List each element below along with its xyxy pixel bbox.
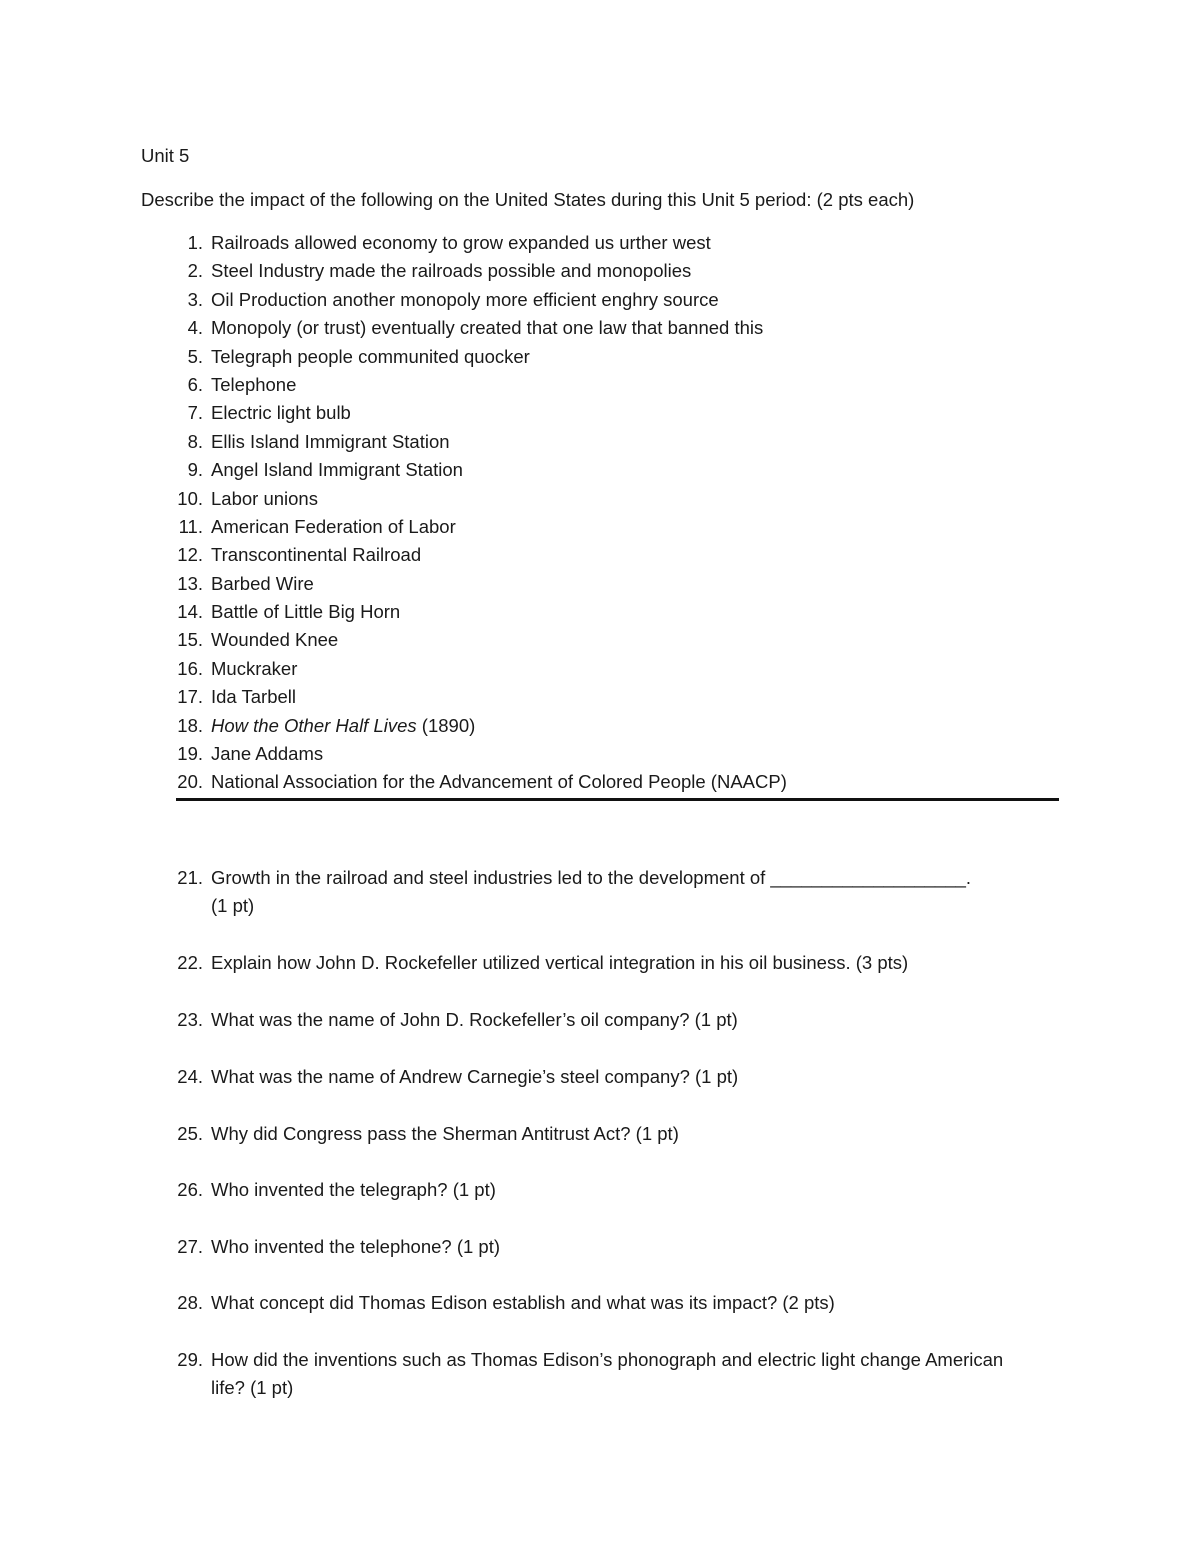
item-text [211,712,475,740]
question-text: Why did Congress pass the Sherman Antitrust Act? (1 pt) [211,1123,679,1144]
item-number: 3. [187,288,203,310]
item-number: 13. [177,572,203,594]
question-item [141,1006,1061,1063]
item-text: Battle of Little Big Horn [211,601,401,623]
item-text: Jane Addams [211,743,324,765]
item-number: 7. [187,402,203,424]
list-item [141,229,1061,257]
item-text: Electric light bulb [211,402,351,424]
question-number: 26. [177,1179,203,1200]
list-item [141,371,1061,399]
book-year: (1890) [416,714,476,736]
book-title: How the Other Half Lives [211,714,417,736]
list-item [141,456,1061,484]
item-text: National Association for the Advancement of Colored People (NAACP) [211,771,787,793]
question-text: What was the name of John D. Rockefeller’s oil company? (1 pt) [211,1009,738,1030]
question-text: Who invented the telephone? (1 pt) [211,1236,500,1257]
item-number: 20. [177,771,203,793]
question-text: What concept did Thomas Edison establish and what was its impact? (2 pts) [211,1292,835,1313]
item-number: 15. [177,629,203,651]
question-number: 28. [177,1292,203,1313]
question-item [141,1346,1061,1402]
question-text: Growth in the railroad and steel industries led to the development of ___________________. [211,867,972,888]
question-item [141,949,1061,1006]
list-item [141,513,1061,541]
list-item [141,314,1061,342]
list-item [141,428,1061,456]
item-number: 11. [178,515,203,537]
question-number: 25. [177,1123,203,1144]
question-number: 27. [177,1236,203,1257]
list-item [141,655,1061,683]
question-number: 21. [177,867,203,888]
question-text: Who invented the telegraph? (1 pt) [211,1179,496,1200]
question-item [141,864,1061,949]
list-item [141,286,1061,314]
item-text: Barbed Wire [211,572,314,594]
item-number: 14. [177,601,203,623]
item-number: 4. [187,317,203,339]
item-text: Wounded Knee [211,629,339,651]
item-number: 5. [187,345,203,367]
instructions-text: Describe the impact of the following on the United States during this Unit 5 period: (2 pts each) [141,189,915,210]
item-text: Muckraker [211,657,298,679]
question-item [141,1063,1061,1120]
list-item [141,257,1061,285]
question-text: How did the inventions such as Thomas Edison’s phonograph and electric light change American [211,1349,1004,1370]
question-text: What was the name of Andrew Carnegie’s steel company? (1 pt) [211,1066,739,1087]
item-number: 9. [187,459,203,481]
list-item [141,541,1061,569]
section-divider [176,798,1059,801]
item-text: American Federation of Labor [211,515,456,537]
item-text: Ellis Island Immigrant Station [211,430,450,452]
item-text: Steel Industry made the railroads possible and monopolies [211,260,692,282]
item-text: Telegraph people communited quocker [211,345,530,367]
item-number: 8. [187,430,203,452]
item-number: 16. [177,657,203,679]
list-item [141,683,1061,711]
list-item [141,399,1061,427]
item-number: 2. [187,260,203,282]
item-number: 19. [177,743,203,765]
item-number: 10. [177,487,203,509]
item-text: Transcontinental Railroad [211,544,422,566]
item-number: 12. [177,544,203,566]
question-text-line2: (1 pt) [211,895,255,916]
item-text: Angel Island Immigrant Station [211,459,463,481]
question-text: Explain how John D. Rockefeller utilized vertical integration in his oil business. (3 pts) [211,952,909,973]
list-item [141,598,1061,626]
list-item [141,712,1061,740]
question-item [141,1233,1061,1289]
question-list [141,864,1061,1402]
item-text: Monopoly (or trust) eventually created that one law that banned this [211,317,764,339]
unit-title: Unit 5 [141,145,190,166]
item-text: Oil Production another monopoly more efficient enghry source [211,288,719,310]
list-item [141,570,1061,598]
question-number: 24. [177,1066,203,1087]
question-number: 29. [177,1349,203,1370]
impact-list [141,229,1061,797]
item-number: 17. [177,686,203,708]
question-item [141,1120,1061,1176]
list-item [141,740,1061,768]
list-item [141,626,1061,654]
item-text: Railroads allowed economy to grow expanded us urther west [211,232,711,253]
item-text: Ida Tarbell [211,686,297,708]
list-item [141,343,1061,371]
question-item [141,1176,1061,1233]
list-item [141,485,1061,513]
list-item [141,768,1061,796]
item-number: 6. [187,373,203,395]
question-item [141,1289,1061,1346]
item-number: 1. [187,232,203,253]
question-number: 22. [177,952,203,973]
item-text: Telephone [211,373,297,395]
item-text: Labor unions [211,487,318,509]
question-number: 23. [177,1009,203,1030]
question-text-line2: life? (1 pt) [211,1377,294,1398]
item-number: 18. [177,714,203,736]
